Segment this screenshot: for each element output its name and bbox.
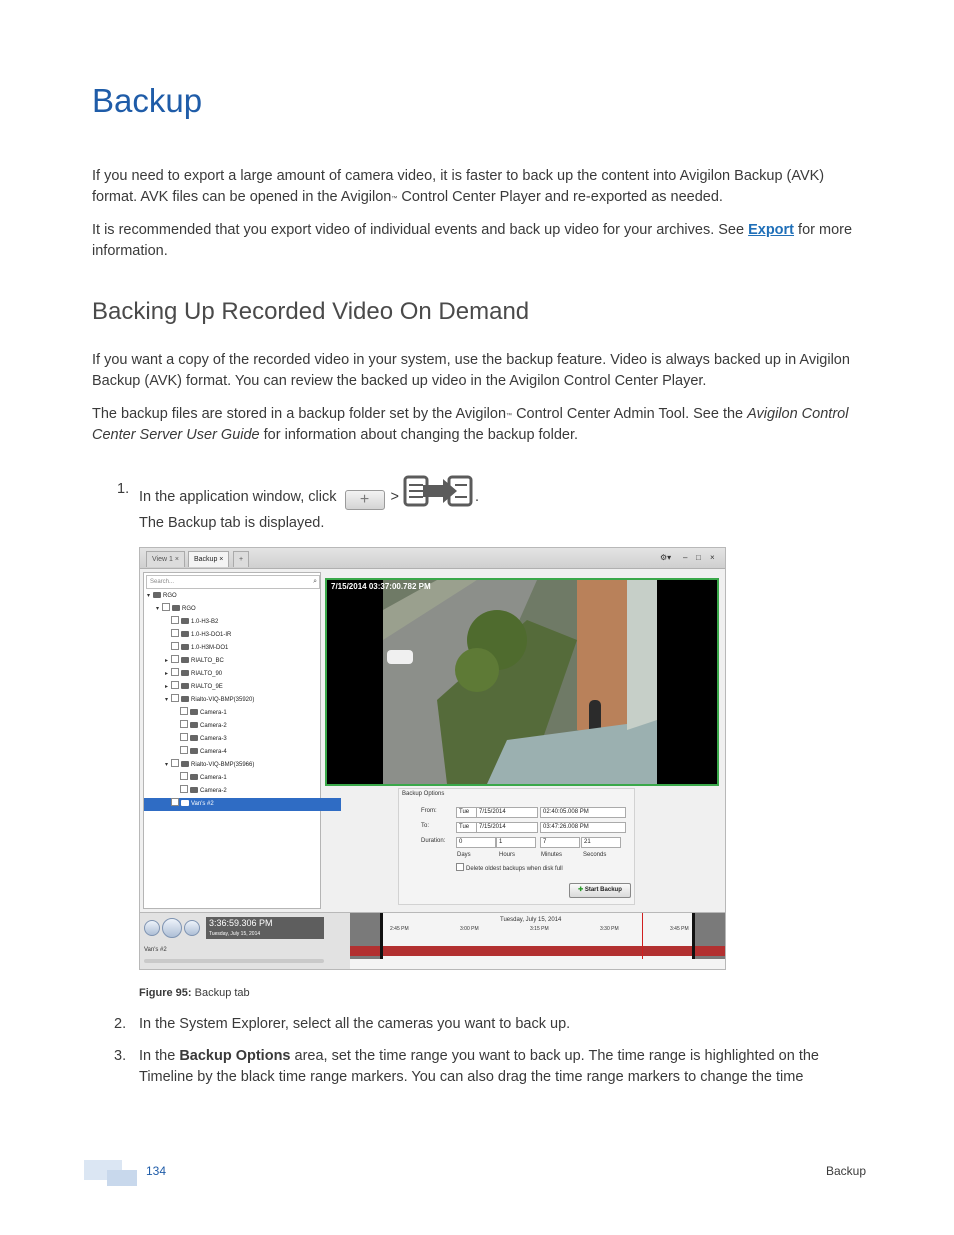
tree-item[interactable] — [144, 720, 350, 733]
step-2-number: 2. — [114, 1016, 127, 1032]
camera-icon — [181, 800, 189, 806]
backup-tab-screenshot — [139, 547, 726, 970]
timeline-tick: 3:15 PM — [530, 926, 549, 932]
tree-checkbox[interactable] — [171, 668, 179, 676]
search-icon: ⌕ — [313, 578, 317, 585]
playback-clock — [206, 917, 324, 939]
video-panel[interactable] — [325, 578, 719, 786]
tree-item-label: Camera-1 — [200, 775, 227, 781]
tree-item-label: Rialto-VIQ-BMP(35966) — [191, 762, 255, 768]
delete-oldest-label: Delete oldest backups when disk full — [466, 866, 563, 872]
step-1 — [139, 473, 864, 514]
intro-paragraph — [92, 166, 862, 208]
to-time-field[interactable]: 03:47:26.008 PM — [540, 822, 626, 833]
step-1-number: 1. — [117, 481, 130, 497]
tab-backup[interactable]: Backup × — [188, 551, 229, 567]
duration-seconds-field[interactable]: 21 — [581, 837, 621, 848]
figure-caption — [139, 987, 250, 999]
page-number: 134 — [146, 1164, 167, 1178]
play-icon[interactable] — [162, 918, 182, 938]
tree-item[interactable] — [144, 681, 341, 694]
duration-days-field[interactable]: 0 — [456, 837, 496, 848]
gear-icon[interactable]: ⚙▾ — [660, 553, 672, 562]
tree-item[interactable] — [144, 655, 341, 668]
expand-arrow-icon[interactable]: ▾ — [165, 697, 169, 703]
delete-oldest-checkbox[interactable] — [456, 863, 563, 872]
expand-arrow-icon[interactable]: ▾ — [165, 762, 169, 768]
expand-arrow-icon[interactable]: ▸ — [165, 671, 169, 677]
tree-checkbox[interactable] — [180, 772, 188, 780]
clock-date: Tuesday, July 15, 2014 — [209, 931, 261, 937]
camera-icon — [181, 618, 189, 624]
tree-item-label: 1.0-H3-B2 — [191, 619, 219, 625]
tree-checkbox[interactable] — [171, 642, 179, 650]
step-3-number: 3. — [114, 1048, 127, 1064]
tree-checkbox[interactable] — [162, 603, 170, 611]
from-date-field[interactable]: 7/15/2014 — [476, 807, 538, 818]
tree-checkbox[interactable] — [180, 720, 188, 728]
intro-text-a: If you need to export a large amount of camera video, it is faster to back up the content into Avigilon Backup (AVK) format. AVK files can be opened in the Avigilon — [92, 168, 825, 205]
camera-icon — [190, 709, 198, 715]
tree-item-label: RIALTO_9E — [191, 684, 223, 690]
tree-checkbox[interactable] — [171, 655, 179, 663]
to-date-field[interactable]: 7/15/2014 — [476, 822, 538, 833]
camera-icon — [190, 722, 198, 728]
step-1-result: The Backup tab is displayed. — [139, 515, 325, 531]
timeline-tick: 2:45 PM — [390, 926, 409, 932]
unit-days: Days — [457, 852, 471, 858]
folder-text-c: for information about changing the backup folder. — [259, 427, 579, 443]
tree-item[interactable] — [144, 798, 341, 811]
step-1-end: . — [475, 489, 480, 505]
intro-text-b: Control Center Player and re-exported as needed. — [397, 189, 723, 205]
copy-paragraph: If you want a copy of the recorded video in your system, use the backup feature. Video is always backed up in Avigilon Backup (AVK) format. You can review the backed up video in the Avigilon Control Center Player. — [92, 352, 850, 389]
tree-item-label: Camera-2 — [200, 788, 227, 794]
tab-view-1[interactable]: View 1 × — [146, 551, 185, 567]
new-tab-button[interactable]: + — [233, 551, 249, 567]
duration-label: Duration: — [421, 838, 446, 844]
folder-paragraph — [92, 404, 862, 446]
tree-item-label: Camera-4 — [200, 749, 227, 755]
tree-item-label: 1.0-H3M-DO1 — [191, 645, 229, 651]
tree-item-label: Camera-2 — [200, 723, 227, 729]
to-day: Tue — [456, 822, 480, 833]
page-title: Backup — [92, 82, 203, 119]
expand-arrow-icon[interactable]: ▾ — [156, 606, 160, 612]
tree-item[interactable] — [144, 707, 350, 720]
duration-hours-field[interactable]: 1 — [496, 837, 536, 848]
zoom-slider[interactable] — [144, 959, 324, 963]
tree-item-label: RGO — [182, 606, 196, 612]
tree-checkbox[interactable] — [171, 798, 179, 806]
tree-item[interactable] — [144, 590, 323, 603]
figure-label: Figure 95: — [139, 987, 192, 999]
expand-arrow-icon[interactable]: ▾ — [147, 593, 151, 599]
camera-icon — [181, 670, 189, 676]
plus-tab-button-icon: + — [345, 490, 385, 510]
unit-seconds: Seconds — [583, 852, 607, 858]
minimize-icon[interactable]: – — [683, 553, 688, 562]
start-backup-icon: ✚ — [578, 887, 585, 893]
tree-checkbox[interactable] — [171, 629, 179, 637]
figure-caption-text: Backup tab — [191, 987, 250, 999]
system-explorer — [143, 572, 321, 909]
tree-item-label: 1.0-H3-DO1-IR — [191, 632, 232, 638]
to-label: To: — [421, 823, 430, 829]
step-1-text: In the application window, click — [139, 489, 341, 505]
tree-item-label: RGO — [163, 593, 177, 599]
trademark: ™ — [391, 196, 398, 202]
tree-item[interactable] — [144, 642, 341, 655]
tree-item[interactable] — [144, 694, 341, 707]
camera-icon — [181, 761, 189, 767]
timeline[interactable] — [350, 913, 725, 970]
camera-icon — [181, 683, 189, 689]
duration-minutes-field[interactable]: 7 — [540, 837, 580, 848]
from-label: From: — [421, 808, 437, 814]
tree-item[interactable] — [144, 733, 350, 746]
tree-checkbox[interactable] — [180, 733, 188, 741]
backup-icon — [403, 473, 475, 509]
camera-name: Van's #2 — [144, 947, 167, 953]
tree-item-label: Camera-3 — [200, 736, 227, 742]
recommend-text-a: It is recommended that you export video of individual events and back up video for your archives. See — [92, 222, 749, 238]
camera-icon — [172, 605, 180, 611]
clock-time: 3:36:59.306 PM — [209, 918, 273, 928]
time-range-marker-end[interactable] — [692, 913, 695, 959]
search-placeholder: Search... — [150, 579, 175, 585]
tree-item[interactable] — [144, 668, 341, 681]
step-3-text-b: area, set the time range you want to back up. The time range is highlighted on the Timeline by the black time range markers. You can also drag the time range markers to change the time — [139, 1048, 819, 1085]
tree-item[interactable] — [144, 603, 332, 616]
export-link[interactable]: Export — [748, 222, 795, 238]
timeline-tick: 3:30 PM — [600, 926, 619, 932]
tab-bar — [140, 548, 725, 569]
camera-icon — [181, 644, 189, 650]
footer-section: Backup — [825, 1164, 866, 1178]
from-time-field[interactable]: 02:40:05.008 PM — [540, 807, 626, 818]
video-timestamp: 7/15/2014 03:37:00.782 PM — [331, 582, 431, 591]
step-1-separator: > — [386, 489, 404, 505]
tree-item[interactable] — [144, 785, 350, 798]
restore-icon[interactable]: □ — [696, 553, 701, 562]
tree-item-label: RIALTO_BC — [191, 658, 224, 664]
trademark: ™ — [506, 413, 513, 419]
video-frame — [327, 580, 717, 784]
step-3 — [139, 1046, 864, 1088]
tree-item-label: RIALTO_90 — [191, 671, 223, 677]
start-backup-button[interactable] — [569, 883, 631, 898]
timeline-tick: 3:00 PM — [460, 926, 479, 932]
tree-checkbox[interactable] — [180, 785, 188, 793]
time-range-marker-start[interactable] — [380, 913, 383, 959]
camera-icon — [181, 696, 189, 702]
tree-checkbox[interactable] — [171, 694, 179, 702]
unit-minutes: Minutes — [541, 852, 563, 858]
tree-checkbox[interactable] — [180, 746, 188, 754]
recording-bar — [350, 946, 725, 956]
camera-icon — [153, 592, 161, 598]
backup-options-term: Backup Options — [179, 1048, 291, 1064]
tree-item[interactable] — [144, 759, 341, 772]
footer-logo-accent — [107, 1170, 137, 1186]
tree-item[interactable] — [144, 629, 341, 642]
tree-checkbox[interactable] — [180, 707, 188, 715]
playhead[interactable] — [642, 913, 643, 959]
expand-arrow-icon[interactable]: ▸ — [165, 684, 169, 690]
timeline-date: Tuesday, July 15, 2014 — [500, 917, 562, 923]
camera-icon — [190, 735, 198, 741]
recommend-paragraph — [92, 220, 862, 262]
guide-title: Avigilon Control Center Server User Guide — [92, 406, 849, 443]
tree-checkbox[interactable] — [171, 759, 179, 767]
camera-icon — [190, 774, 198, 780]
backup-options-panel — [398, 788, 635, 905]
folder-text-b: Control Center Admin Tool. See the — [512, 406, 748, 422]
recommend-text-b: for more information. — [92, 222, 853, 259]
rewind-icon[interactable] — [144, 920, 160, 936]
camera-icon — [181, 657, 189, 663]
playback-bar — [140, 912, 725, 970]
step-2: In the System Explorer, select all the cameras you want to back up. — [139, 1016, 571, 1032]
tree-item-label: Camera-1 — [200, 710, 227, 716]
forward-icon[interactable] — [184, 920, 200, 936]
search-input[interactable] — [146, 575, 320, 589]
delete-oldest-check[interactable] — [456, 863, 464, 871]
unit-hours: Hours — [499, 852, 516, 858]
tree-item-label: Van's #2 — [191, 801, 214, 807]
start-backup-label: Start Backup — [584, 887, 622, 893]
from-day: Tue — [456, 807, 480, 818]
section-title: Backing Up Recorded Video On Demand — [92, 298, 530, 325]
tree-item[interactable] — [144, 746, 350, 759]
folder-text-a: The backup files are stored in a backup folder set by the Avigilon — [92, 406, 507, 422]
camera-icon — [190, 787, 198, 793]
tree-item-label: Rialto-VIQ-BMP(35920) — [191, 697, 255, 703]
close-icon[interactable]: × — [710, 553, 715, 562]
camera-icon — [181, 631, 189, 637]
tree-item[interactable] — [144, 772, 350, 785]
tree-checkbox[interactable] — [171, 681, 179, 689]
tree-item[interactable] — [144, 616, 341, 629]
tree-checkbox[interactable] — [171, 616, 179, 624]
timeline-tick: 3:45 PM — [670, 926, 689, 932]
camera-icon — [190, 748, 198, 754]
expand-arrow-icon[interactable]: ▸ — [165, 658, 169, 664]
step-3-text-a: In the — [139, 1048, 180, 1064]
backup-options-title: Backup Options — [402, 791, 445, 797]
